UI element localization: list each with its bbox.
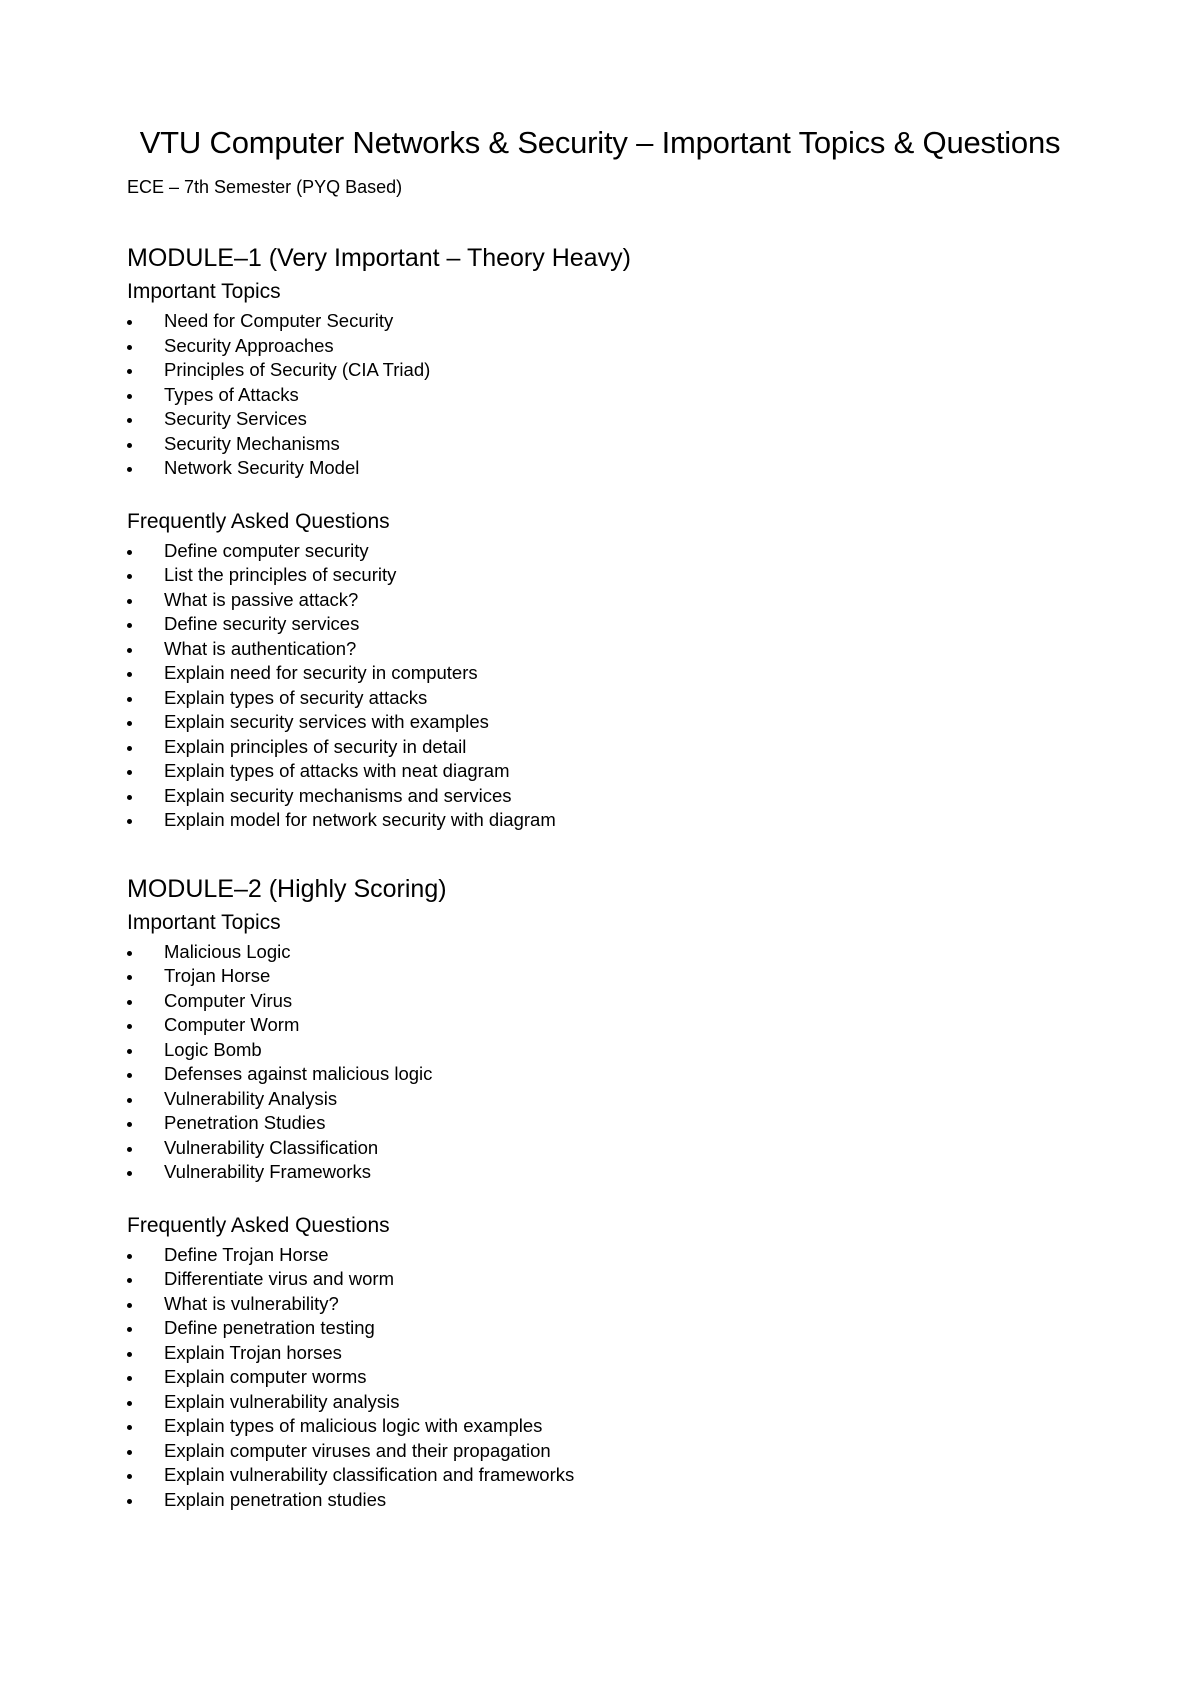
bullet-icon xyxy=(127,819,132,824)
list-item xyxy=(127,432,1073,457)
list-item xyxy=(127,686,1073,711)
list-item-text: What is authentication? xyxy=(164,637,357,659)
bullet-icon xyxy=(127,599,132,604)
document-title: VTU Computer Networks & Security – Important Topics & Questions xyxy=(139,125,1061,160)
list-item xyxy=(127,1243,1073,1268)
list-item-text: What is vulnerability? xyxy=(164,1292,339,1314)
list-item xyxy=(127,383,1073,408)
list-item-text: Define Trojan Horse xyxy=(164,1243,329,1265)
list-item-text: Defenses against malicious logic xyxy=(164,1063,433,1084)
list-item-text: Explain vulnerability analysis xyxy=(164,1390,400,1412)
module-1-faq-heading: Frequently Asked Questions xyxy=(127,509,390,533)
list-item-text: Vulnerability Frameworks xyxy=(164,1161,371,1182)
list-item-text: Explain penetration studies xyxy=(164,1488,387,1510)
bullet-icon xyxy=(127,345,132,350)
bullet-icon xyxy=(127,951,132,956)
list-item-text: Penetration Studies xyxy=(164,1112,326,1133)
list-item-text: Computer Virus xyxy=(164,989,293,1011)
list-item-text: Explain types of malicious logic with examples xyxy=(164,1415,543,1436)
bullet-icon xyxy=(127,623,132,628)
list-item xyxy=(127,1267,1073,1292)
list-item xyxy=(127,456,1073,481)
list-item xyxy=(127,637,1073,662)
bullet-icon xyxy=(127,1278,132,1283)
list-item xyxy=(127,1292,1073,1317)
bullet-icon xyxy=(127,467,132,472)
list-item-text: Principles of Security (CIA Triad) xyxy=(164,359,431,380)
bullet-icon xyxy=(127,1303,132,1308)
bullet-icon xyxy=(127,672,132,677)
list-item xyxy=(127,964,1073,989)
bullet-icon xyxy=(127,1049,132,1054)
module-1-faq-list xyxy=(127,539,1073,833)
list-item-text: Computer Worm xyxy=(164,1014,300,1035)
bullet-icon xyxy=(127,1122,132,1127)
list-item-text: Explain types of security attacks xyxy=(164,686,428,708)
bullet-icon xyxy=(127,721,132,726)
module-1-heading: MODULE–1 (Very Important – Theory Heavy) xyxy=(127,244,631,272)
bullet-icon xyxy=(127,369,132,374)
bullet-icon xyxy=(127,648,132,653)
list-item xyxy=(127,784,1073,809)
module-2-topics-heading: Important Topics xyxy=(127,910,281,934)
list-item xyxy=(127,989,1073,1014)
list-item-text: Explain model for network security with diagram xyxy=(164,809,556,830)
list-item xyxy=(127,661,1073,686)
list-item-text: Explain types of attacks with neat diagram xyxy=(164,760,510,781)
list-item-text: Explain computer viruses and their propagation xyxy=(164,1439,551,1461)
list-item xyxy=(127,612,1073,637)
list-item xyxy=(127,539,1073,564)
bullet-icon xyxy=(127,746,132,751)
bullet-icon xyxy=(127,418,132,423)
list-item xyxy=(127,407,1073,432)
list-item xyxy=(127,940,1073,965)
list-item-text: What is passive attack? xyxy=(164,588,359,610)
bullet-icon xyxy=(127,1073,132,1078)
list-item xyxy=(127,735,1073,760)
bullet-icon xyxy=(127,1376,132,1381)
bullet-icon xyxy=(127,1098,132,1103)
module-2-heading: MODULE–2 (Highly Scoring) xyxy=(127,874,447,903)
bullet-icon xyxy=(127,1024,132,1029)
list-item xyxy=(127,808,1073,833)
module-1-section xyxy=(127,243,1073,833)
module-2-faq-heading: Frequently Asked Questions xyxy=(127,1213,390,1237)
bullet-icon xyxy=(127,1401,132,1406)
list-item xyxy=(127,1013,1073,1038)
bullet-icon xyxy=(127,574,132,579)
list-item xyxy=(127,1087,1073,1112)
list-item-text: Explain computer worms xyxy=(164,1366,367,1387)
bullet-icon xyxy=(127,770,132,775)
list-item xyxy=(127,1038,1073,1063)
bullet-icon xyxy=(127,1425,132,1430)
list-item xyxy=(127,1488,1073,1513)
list-item xyxy=(127,1316,1073,1341)
list-item-text: Define computer security xyxy=(164,539,369,561)
list-item xyxy=(127,1341,1073,1366)
module-2-faq-list xyxy=(127,1243,1073,1513)
module-1-topics-list xyxy=(127,309,1073,481)
list-item-text: Malicious Logic xyxy=(164,940,291,962)
list-item-text: Explain security services with examples xyxy=(164,711,489,732)
module-2-section xyxy=(127,874,1073,1513)
list-item-text: Vulnerability Classification xyxy=(164,1136,379,1158)
list-item xyxy=(127,334,1073,359)
list-item-text: Security Approaches xyxy=(164,334,334,356)
bullet-icon xyxy=(127,1474,132,1479)
bullet-icon xyxy=(127,320,132,325)
bullet-icon xyxy=(127,394,132,399)
list-item xyxy=(127,563,1073,588)
list-item-text: Define penetration testing xyxy=(164,1317,375,1338)
list-item xyxy=(127,1463,1073,1488)
list-item xyxy=(127,710,1073,735)
list-item xyxy=(127,1414,1073,1439)
list-item-text: Security Mechanisms xyxy=(164,432,340,454)
module-2-topics-list xyxy=(127,940,1073,1185)
bullet-icon xyxy=(127,1327,132,1332)
list-item xyxy=(127,1160,1073,1185)
list-item-text: Explain security mechanisms and services xyxy=(164,784,512,806)
bullet-icon xyxy=(127,1254,132,1259)
bullet-icon xyxy=(127,1147,132,1152)
list-item-text: Explain principles of security in detail xyxy=(164,735,467,757)
bullet-icon xyxy=(127,1499,132,1504)
list-item-text: Explain Trojan horses xyxy=(164,1341,342,1363)
bullet-icon xyxy=(127,697,132,702)
module-1-topics-heading: Important Topics xyxy=(127,280,281,303)
list-item-text: Need for Computer Security xyxy=(164,310,394,331)
list-item xyxy=(127,588,1073,613)
list-item xyxy=(127,309,1073,334)
bullet-icon xyxy=(127,1352,132,1357)
bullet-icon xyxy=(127,1450,132,1455)
list-item-text: List the principles of security xyxy=(164,564,397,585)
bullet-icon xyxy=(127,795,132,800)
list-item-text: Trojan Horse xyxy=(164,965,271,986)
bullet-icon xyxy=(127,1000,132,1005)
bullet-icon xyxy=(127,1171,132,1176)
list-item-text: Define security services xyxy=(164,613,360,634)
list-item-text: Network Security Model xyxy=(164,457,360,478)
list-item-text: Logic Bomb xyxy=(164,1038,262,1060)
list-item xyxy=(127,1439,1073,1464)
list-item-text: Explain vulnerability classification and frameworks xyxy=(164,1464,575,1485)
list-item xyxy=(127,1111,1073,1136)
bullet-icon xyxy=(127,550,132,555)
list-item-text: Differentiate virus and worm xyxy=(164,1268,394,1289)
list-item-text: Vulnerability Analysis xyxy=(164,1087,338,1109)
list-item xyxy=(127,1390,1073,1415)
list-item xyxy=(127,1136,1073,1161)
list-item xyxy=(127,1062,1073,1087)
list-item xyxy=(127,1365,1073,1390)
bullet-icon xyxy=(127,443,132,448)
list-item-text: Security Services xyxy=(164,408,307,429)
list-item xyxy=(127,759,1073,784)
list-item xyxy=(127,358,1073,383)
list-item-text: Types of Attacks xyxy=(164,383,299,405)
list-item-text: Explain need for security in computers xyxy=(164,662,478,683)
bullet-icon xyxy=(127,975,132,980)
document-subtitle: ECE – 7th Semester (PYQ Based) xyxy=(127,177,403,197)
